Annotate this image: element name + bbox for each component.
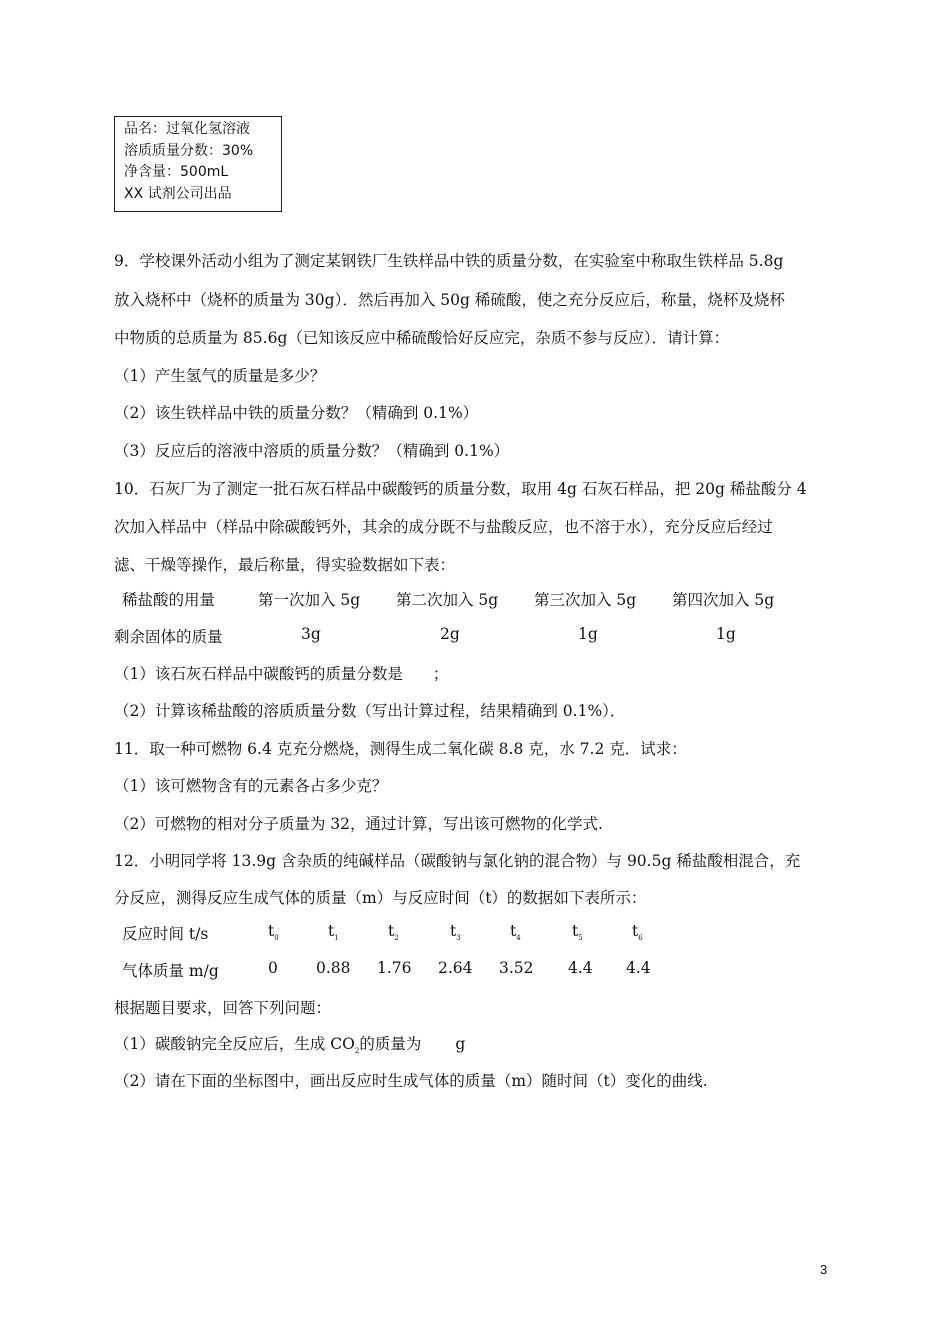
q9-sub-2: （2）该生铁样品中铁的质量分数？（精确到 0.1%） <box>114 404 479 422</box>
q10-sub-2: （2）计算该稀盐酸的溶质质量分数（写出计算过程，结果精确到 0.1%）． <box>114 702 626 720</box>
label-line-maker: XX 试剂公司出品 <box>124 185 232 202</box>
q12-sub-1-text: （1）碳酸钠完全反应后，生成 CO <box>114 1035 355 1053</box>
time-symbol: t <box>268 922 275 940</box>
q12-time-header-4 <box>510 922 521 942</box>
q10-sub-1-end: ； <box>432 665 449 683</box>
q12-time-header-5 <box>572 922 583 942</box>
q10-line-2: 次加入样品中（样品中除碳酸钙外，其余的成分既不与盐酸反应，也不溶于水），充分反应后经过 <box>114 518 773 536</box>
time-symbol: t <box>572 922 579 940</box>
q12-mass-value-0: 0 <box>268 959 278 977</box>
time-symbol: t <box>450 922 457 940</box>
time-subscript: 3 <box>456 934 461 942</box>
q9-line-1: 9．学校课外活动小组为了测定某钢铁厂生铁样品中铁的质量分数，在实验室中称取生铁样品 5.8g <box>114 252 784 270</box>
q10-table-cell-1: 3g <box>301 625 321 643</box>
time-subscript: 1 <box>334 934 339 942</box>
q12-mass-value-2: 1.76 <box>377 959 412 977</box>
q12-line-2: 分反应，测得反应生成气体的质量（m）与反应时间（t）的数据如下表所示： <box>114 889 647 907</box>
q12-line-3: 根据题目要求，回答下列问题： <box>114 999 332 1017</box>
q12-line-1: 12．小明同学将 13.9g 含杂质的纯碱样品（碳酸钠与氯化钠的混合物）与 90.5g 稀盐酸相混合，充 <box>114 852 801 870</box>
q10-table-header-label: 稀盐酸的用量 <box>122 591 216 609</box>
time-subscript: 6 <box>638 934 643 942</box>
time-subscript: 2 <box>394 934 399 942</box>
time-subscript: 0 <box>274 934 279 942</box>
q11-sub-1: （1）该可燃物含有的元素各占多少克？ <box>114 777 388 795</box>
q12-mass-value-1: 0.88 <box>316 959 351 977</box>
page-number: 3 <box>820 1262 828 1277</box>
reagent-label <box>114 116 282 212</box>
q11-line-1: 11．取一种可燃物 6.4 克充分燃烧，测得生成二氧化碳 8.8 克，水 7.2 克．试求： <box>114 740 687 758</box>
q12-sub-1-text-2: 的质量为 <box>359 1035 422 1053</box>
q12-time-header-1 <box>328 922 339 942</box>
q9-line-2: 放入烧杯中（烧杯的质量为 30g）．然后再加入 50g 稀硫酸，使之充分反应后，称量，烧杯及烧杯 <box>114 291 785 309</box>
label-line-volume: 净含量：500mL <box>124 164 229 180</box>
q12-mass-value-3: 2.64 <box>438 959 473 977</box>
q10-table-header-4: 第四次加入 5g <box>672 591 775 609</box>
q12-mass-value-6: 4.4 <box>626 959 651 977</box>
q9-line-3: 中物质的总质量为 85.6g（已知该反应中稀硫酸恰好反应完，杂质不参与反应）．请计算： <box>114 329 730 347</box>
time-symbol: t <box>328 922 335 940</box>
q12-mass-value-4: 3.52 <box>499 959 534 977</box>
time-symbol: t <box>632 922 639 940</box>
time-symbol: t <box>510 922 517 940</box>
q9-sub-3: （3）反应后的溶液中溶质的质量分数？（精确到 0.1%） <box>114 442 510 460</box>
label-line-concentration: 溶质质量分数：30% <box>124 142 254 159</box>
q10-table-header-2: 第二次加入 5g <box>396 591 499 609</box>
co2-subscript: 2 <box>354 1047 360 1055</box>
q11-sub-2: （2）可燃物的相对分子质量为 32，通过计算，写出该可燃物的化学式. <box>114 815 603 833</box>
q9-sub-1: （1）产生氢气的质量是多少？ <box>114 367 326 385</box>
q12-time-header-3 <box>450 922 461 942</box>
q12-time-header-2 <box>388 922 399 942</box>
q12-mass-value-5: 4.4 <box>568 959 593 977</box>
q10-table-cell-4: 1g <box>716 625 736 643</box>
q10-sub-1-text: （1）该石灰石样品中碳酸钙的质量分数是 <box>114 665 403 683</box>
q12-time-header-6 <box>632 922 643 942</box>
q12-time-header-0 <box>268 922 279 942</box>
q10-table-cell-3: 1g <box>578 625 598 643</box>
q12-table-row-label: 气体质量 m/g <box>122 962 219 980</box>
q12-sub-1-unit: g <box>455 1035 466 1053</box>
q10-table-cell-2: 2g <box>440 625 460 643</box>
q10-line-3: 滤、干燥等操作，最后称量，得实验数据如下表： <box>114 556 456 574</box>
q12-sub-2: （2）请在下面的坐标图中，画出反应时生成气体的质量（m）随时间（t）变化的曲线. <box>114 1072 708 1090</box>
label-line-name: 品名：过氧化氢溶液 <box>124 121 250 137</box>
q10-line-1: 10．石灰厂为了测定一批石灰石样品中碳酸钙的质量分数，取用 4g 石灰石样品，把 20g 稀盐酸分 4 <box>114 480 807 498</box>
time-subscript: 4 <box>516 934 521 942</box>
q10-table-row-label: 剩余固体的质量 <box>114 628 223 646</box>
q12-sub-1 <box>114 1032 465 1055</box>
q10-sub-1 <box>114 662 448 684</box>
q10-table-header-3: 第三次加入 5g <box>534 591 637 609</box>
time-symbol: t <box>388 922 395 940</box>
q10-table-header-1: 第一次加入 5g <box>258 591 361 609</box>
time-subscript: 5 <box>578 934 583 942</box>
q12-table-header-label: 反应时间 t/s <box>122 925 209 943</box>
